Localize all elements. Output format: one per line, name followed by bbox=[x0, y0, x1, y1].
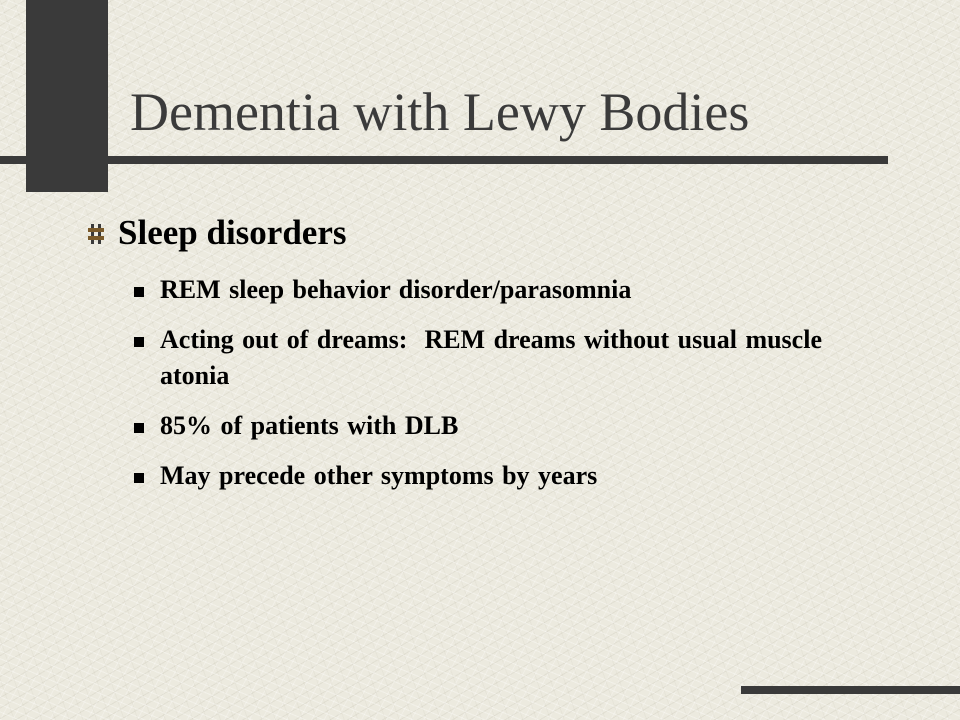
sub-bullet-item bbox=[134, 322, 894, 394]
sub-bullet-item bbox=[134, 272, 894, 308]
hash-bullet-icon bbox=[88, 224, 104, 244]
slide-title: Dementia with Lewy Bodies bbox=[130, 82, 750, 142]
square-bullet-icon bbox=[134, 287, 144, 297]
sub-bullet-text: 85% of patients with DLB bbox=[160, 411, 459, 440]
bullet-sleep-disorders: Sleep disorders bbox=[118, 213, 347, 252]
sub-bullet-text: REM sleep behavior disorder/parasomnia bbox=[160, 275, 632, 304]
sub-bullet-list bbox=[134, 272, 894, 508]
square-bullet-icon bbox=[134, 423, 144, 433]
square-bullet-icon bbox=[134, 337, 144, 347]
square-bullet-icon bbox=[134, 473, 144, 483]
sub-bullet-item bbox=[134, 408, 894, 444]
title-rule bbox=[0, 156, 888, 164]
corner-rule bbox=[741, 686, 960, 694]
sub-bullet-text: Acting out of dreams: REM dreams without usual muscle atonia bbox=[160, 325, 831, 390]
sub-bullet-text: May precede other symptoms by years bbox=[160, 461, 598, 490]
sub-bullet-item bbox=[134, 458, 894, 494]
